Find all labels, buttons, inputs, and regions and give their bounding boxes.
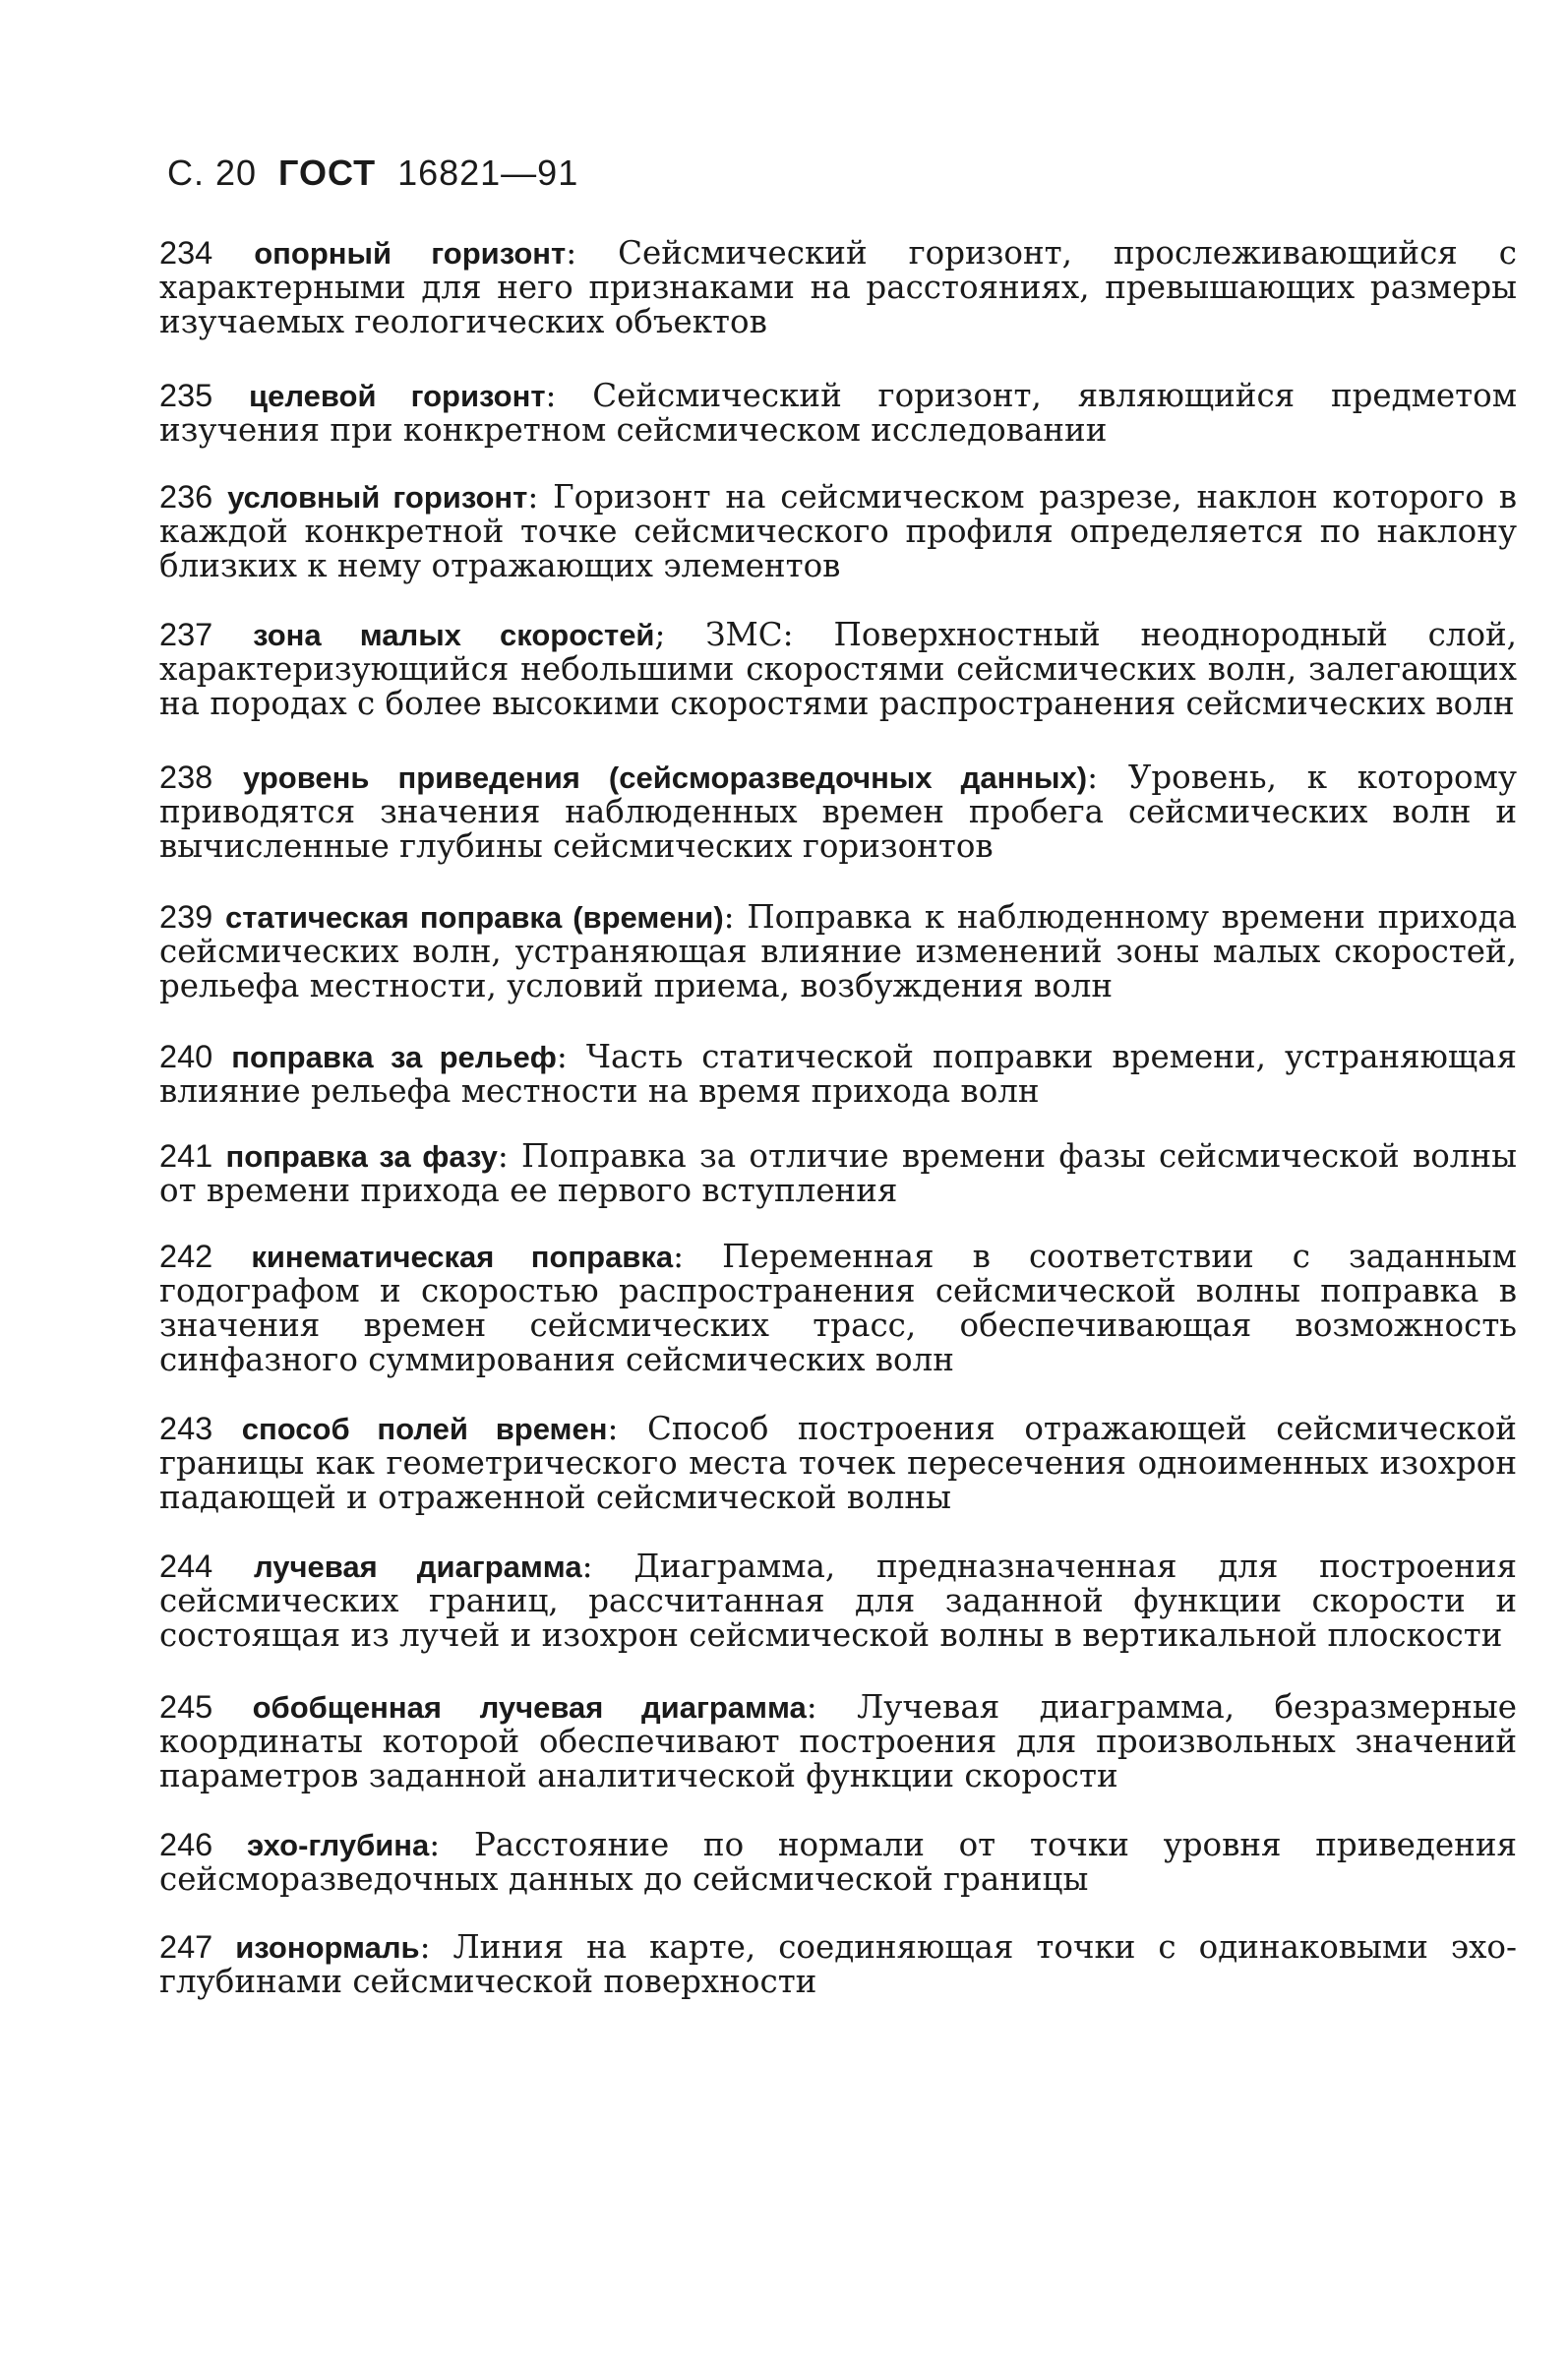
page-header [167, 152, 578, 194]
term-entry-242 [159, 1240, 1517, 1377]
term-separator: : [673, 1238, 685, 1275]
term-definition: Расстояние по нормали от точки уровня приведения сейсморазведочных данных до сейсмической границы [159, 1826, 1517, 1898]
page-number: С. 20 [167, 152, 258, 193]
term-number: 239 [159, 899, 213, 935]
term-separator: : [806, 1688, 817, 1726]
term-number: 243 [159, 1411, 213, 1446]
term-separator: : [429, 1826, 441, 1863]
term-entry-236 [159, 480, 1517, 583]
term-entry-246 [159, 1828, 1517, 1897]
term-name: статическая поправка (времени) [224, 900, 724, 935]
term-separator: : [607, 1410, 619, 1447]
term-entry-234 [159, 236, 1517, 339]
term-name: лучевая диаграмма [254, 1550, 582, 1584]
term-number: 247 [159, 1929, 213, 1965]
term-number: 240 [159, 1039, 213, 1074]
term-number: 235 [159, 378, 213, 413]
term-separator: : [497, 1137, 509, 1175]
term-definition: Поправка к наблюденному времени прихода сейсмических волн, устраняющая влияние изменений зоны малых скоростей, рельефа местности, условий приема, возбуждения волн [159, 898, 1517, 1004]
term-number: 244 [159, 1549, 213, 1584]
term-entry-238 [159, 760, 1517, 864]
term-number: 237 [159, 617, 213, 652]
term-number: 241 [159, 1138, 213, 1174]
term-definition: Лучевая диаграмма, безразмерные координаты которой обеспечивают построения для произвольных значений параметров заданной аналитической функции скорости [159, 1688, 1517, 1794]
term-number: 245 [159, 1689, 213, 1725]
term-name: условный горизонт [227, 480, 528, 515]
term-number: 234 [159, 235, 213, 271]
term-definition: Диаграмма, предназначенная для построения сейсмических границ, рассчитанная для заданной функции скорости и состоящая из лучей и изохрон сейсмической волны в вертикальной плоскости [159, 1548, 1517, 1654]
term-definition: Поверхностный неоднородный слой, характеризующийся небольшими скоростями сейсмических волн, залегающих на породах с более высокими скоростями распространения сейсмических волн [159, 616, 1518, 722]
term-separator: : [419, 1928, 431, 1966]
term-definition: Линия на карте, соединяющая точки с одинаковыми эхо-глубинами сейсмической поверхности [159, 1928, 1517, 2000]
term-separator: ; ЗМС: [654, 616, 794, 653]
term-name: целевой горизонт [249, 379, 546, 413]
term-separator: : [527, 478, 539, 516]
term-name: поправка за фазу [225, 1139, 498, 1174]
term-separator: : [556, 1038, 568, 1075]
term-definition: Горизонт на сейсмическом разрезе, наклон которого в каждой конкретной точке сейсмического профиля определяется по наклону близких к нему отражающих элементов [159, 478, 1517, 584]
term-entry-240 [159, 1040, 1517, 1109]
term-separator: : [566, 234, 577, 272]
term-entry-245 [159, 1690, 1517, 1793]
term-separator: : [545, 377, 557, 414]
term-number: 236 [159, 479, 213, 515]
term-definition: Сейсмический горизонт, являющийся предметом изучения при конкретном сейсмическом исследовании [159, 377, 1517, 449]
term-definition: Сейсмический горизонт, прослеживающийся с характерными для него признаками на расстояниях, превышающих размеры изучаемых геологических объектов [159, 234, 1517, 340]
term-definition: Переменная в соответствии с заданным годографом и скоростью распространения сейсмической волны поправка в значения времен сейсмических трасс, обеспечивающая возможность синфазного суммирования сейсмических волн [159, 1238, 1517, 1378]
term-name: обобщенная лучевая диаграмма [252, 1690, 807, 1725]
term-entry-239 [159, 900, 1517, 1003]
term-name: кинематическая поправка [251, 1240, 674, 1274]
term-definition: Поправка за отличие времени фазы сейсмической волны от времени прихода ее первого вступления [159, 1137, 1517, 1209]
term-separator: : [581, 1548, 593, 1585]
term-name: эхо-глубина [246, 1828, 430, 1862]
term-entry-243 [159, 1412, 1517, 1515]
term-name: поправка за рельеф [231, 1040, 557, 1074]
standard-label: ГОСТ [278, 152, 377, 193]
term-name: опорный горизонт [254, 236, 567, 271]
term-name: уровень приведения (сейсморазведочных данных) [243, 760, 1088, 795]
term-number: 242 [159, 1239, 213, 1274]
term-name: изонормаль [235, 1930, 420, 1965]
term-name: способ полей времен [241, 1412, 608, 1446]
standard-number: 16821—91 [397, 152, 579, 193]
term-definition: Уровень, к которому приводятся значения наблюденных времен пробега сейсмических волн и вычисленные глубины сейсмических горизонтов [159, 759, 1517, 865]
term-number: 246 [159, 1827, 213, 1862]
term-name: зона малых скоростей [253, 618, 655, 652]
term-entry-241 [159, 1139, 1517, 1208]
term-entry-237 [159, 618, 1517, 721]
term-separator: : [1087, 759, 1099, 796]
term-separator: : [723, 898, 735, 936]
term-entry-244 [159, 1550, 1517, 1653]
term-entry-235 [159, 379, 1517, 448]
term-entry-247 [159, 1930, 1517, 1999]
term-number: 238 [159, 760, 213, 795]
term-definition: Способ построения отражающей сейсмической границы как геометрического места точек пересечения одноименных изохрон падающей и отраженной сейсмической волны [159, 1410, 1517, 1516]
term-definition: Часть статической поправки времени, устраняющая влияние рельефа местности на время прихода волн [159, 1038, 1517, 1110]
